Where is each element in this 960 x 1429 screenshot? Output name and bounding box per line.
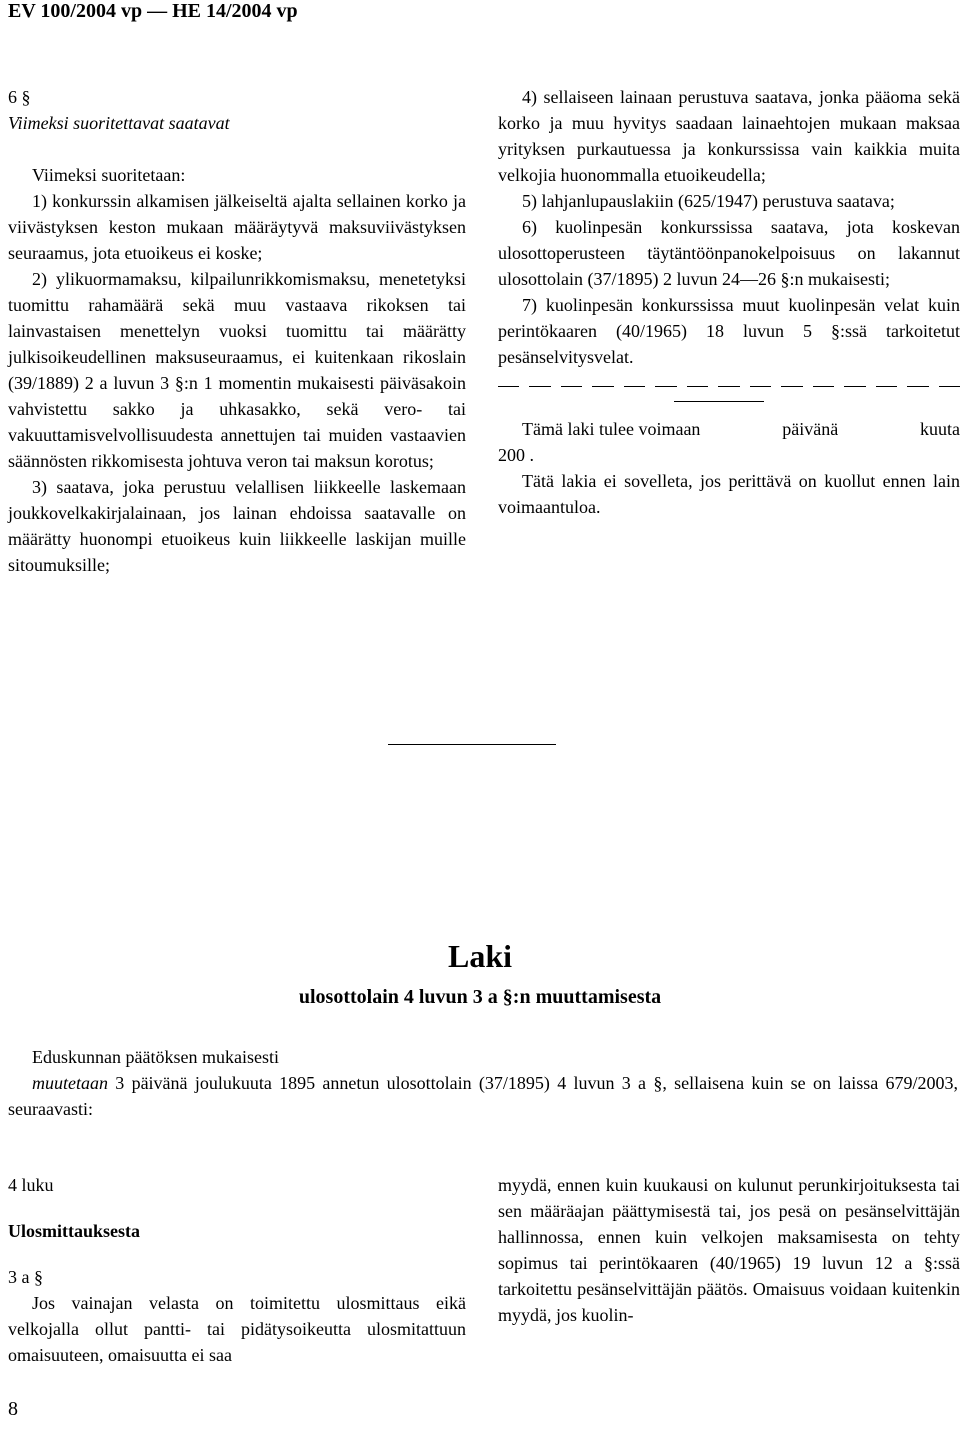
preamble-body: 3 päivänä joulukuuta 1895 annetun ulosottolain (37/1895) 4 luvun 3 a §, sellaisena kuin se on laissa 679/2003, seuraavasti:	[8, 1073, 958, 1119]
paragraph: 5) lahjanlupauslakiin (625/1947) perustuva saatava;	[522, 191, 895, 211]
preamble	[8, 1044, 958, 1122]
transitional-provision: Tätä lakia ei sovelleta, jos perittävä on kuollut ennen lain voimaantuloa.	[498, 471, 960, 517]
separator-rule	[674, 401, 764, 402]
chapter-title: Ulosmittauksesta	[8, 1221, 141, 1241]
dashed-separator	[498, 374, 960, 387]
preamble-emphasis: muutetaan	[32, 1073, 108, 1093]
effective-date-line: Tämä laki tulee voimaan päivänä kuuta	[522, 419, 960, 439]
law-title: Laki	[447, 938, 513, 974]
paragraph: Jos vainajan velasta on toimitettu ulosmittaus eikä velkojalla ollut pantti- tai pidätysoikeutta ulosmitattuun omaisuuteen, omaisuutta ei saa	[8, 1293, 466, 1365]
paragraph: 2) ylikuormamaksu, kilpailunrikkomismaksu, menetetyksi tuomittu rahamäärä sekä muu vastaava rikoksen tai lainvastaisen menettelyn vuoksi tuomittu tai määrätty julkisoikeudellinen maksuseuraamus, ei kuitenkaan rikoslain (39/1889) 2 a luvun 3 §:n 1 momentin mukaisesti päiväsakoin vahvistettu sakko ja uhkasakko, sekä vero- tai vakuuttamisvelvollisuudesta annettujen tai muiden vastaavien säännösten rikkomisesta johtuva veron tai maksun korotus;	[8, 269, 466, 471]
right-column	[498, 84, 960, 520]
paragraph: 1) konkurssin alkamisen jälkeiseltä ajalta sellainen korko ja viivästyksen keston mukaan määräytyvä maksuviivästyksen seuraamus, jota etuoikeus ei koske;	[8, 191, 466, 263]
section-number: 6 §	[8, 87, 31, 107]
chapter-number: 4 luku	[8, 1175, 54, 1195]
paragraph: 4) sellaiseen lainaan perustuva saatava, jonka pääoma sekä korko ja muu hyvitys saadaan lainaehtojen mukaan maksaa yrityksen purkautuessa ja konkurssissa vain kaikkia muita velkojia huonommalla etuoikeudella;	[498, 87, 960, 185]
page-header: EV 100/2004 vp — HE 14/2004 vp	[8, 0, 298, 22]
paragraph: 3) saatava, joka perustuu velallisen liikkeelle laskemaan joukkovelkakirjalainaan, jos lainan ehdoissa saatavalle on määrätty huonompi etuoikeus kuin liikkeelle laskijan muille sitoumuksille;	[8, 477, 466, 575]
right-column-lower	[498, 1172, 960, 1328]
left-column	[8, 84, 466, 578]
law-subtitle: ulosottolain 4 luvun 3 a §:n muuttamisesta	[298, 986, 662, 1008]
paragraph: Viimeksi suoritetaan:	[32, 165, 186, 185]
preamble-text	[8, 1070, 958, 1122]
page-number: 8	[8, 1398, 18, 1420]
paragraph: myydä, ennen kuin kuukausi on kulunut perunkirjoituksesta tai sen määräajan päättymisestä tai, jos pesä on pesänselvittäjän hallinnossa, ennen kuin velkojen maksamisesta on tehty sopimus tai perintökaaren (40/1965) 19 luvun 12 a §:ssä tarkoitettu pesänselvittäjän päätös. Omaisuus voidaan kuitenkin myydä, jos kuolin-	[498, 1175, 960, 1325]
effective-year: 200 .	[498, 445, 534, 465]
preamble-line: Eduskunnan päätöksen mukaisesti	[32, 1047, 279, 1067]
section-number: 3 a §	[8, 1267, 43, 1287]
section-title: Viimeksi suoritettavat saatavat	[8, 113, 230, 133]
paragraph: 7) kuolinpesän konkurssissa muut kuolinpesän velat kuin perintökaaren (40/1965) 18 luvun 5 §:ssä tarkoitetut pesänselvitysvelat.	[498, 295, 960, 367]
left-column-lower	[8, 1172, 466, 1368]
paragraph: 6) kuolinpesän konkurssissa saatava, jota koskevan ulosottoperusteen täytäntöönpanokelpoisuus on lakannut ulosottolain (37/1895) 2 luvun 24—26 §:n mukaisesti;	[498, 217, 960, 289]
column-end-rule	[388, 744, 556, 745]
